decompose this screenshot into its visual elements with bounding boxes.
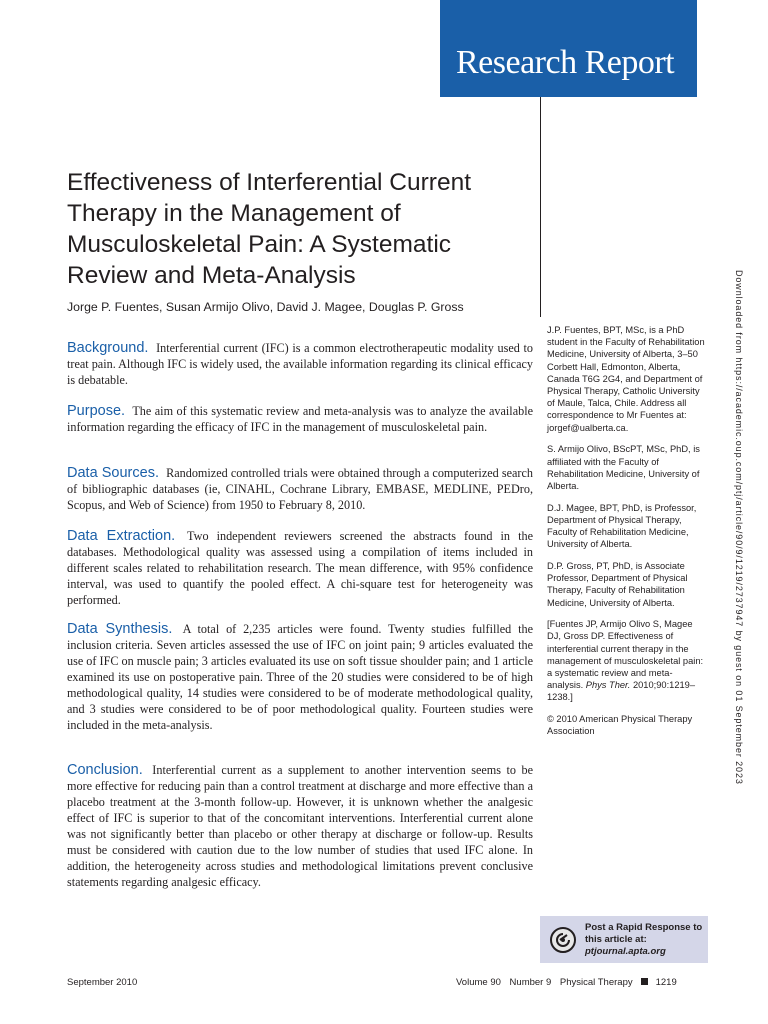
square-separator-icon <box>641 978 648 985</box>
citation <box>547 618 707 703</box>
copyright: © 2010 American Physical Therapy Association <box>547 714 693 737</box>
author-sidebar <box>547 324 707 747</box>
section-heading: Conclusion. <box>67 762 143 778</box>
column-divider <box>540 97 541 317</box>
download-notice: Downloaded from https://academic.oup.com/ptj/article/90/9/1219/2737947 by guest on 01 September 2023 <box>734 270 744 785</box>
footer-date: September 2010 <box>67 977 138 988</box>
report-banner <box>440 0 697 97</box>
section-heading: Background. <box>67 340 149 356</box>
abstract-data-synthesis <box>67 621 533 733</box>
citation-prefix: [Fuentes JP, Armijo Olivo S, Magee DJ, Gross DP. Effectiveness of interferential current therapy in the management of musculoskeletal pain: a systematic review and meta-analysis. <box>547 619 704 691</box>
abstract-data-sources <box>67 465 533 513</box>
rapid-response-text <box>585 922 702 958</box>
section-text: Interferential current as a supplement to another intervention seems to be more effective for reducing pain than a control treatment at discharge and more effective than a placebo treatment at the 3-month follow-up. However, it is unknown whether the analgesic effect of IFC is superior to that of the concomitant interventions. Interferential current alone was not significantly better than placebo or other therapy at discharge or follow-up. Results must be considered with caution due to the low number of studies that used IFC alone. In addition, the heterogeneity across studies and methodological limitations prevent conclusive statements regarding analgesic efficacy. <box>67 763 534 889</box>
footer-info <box>456 977 683 988</box>
section-text: The aim of this systematic review and meta-analysis was to analyze the available information regarding the efficacy of IFC in the management of musculoskeletal pain. <box>67 404 533 434</box>
section-text: A total of 2,235 articles were found. Twenty studies fulfilled the inclusion criteria. Seven articles assessed the use of IFC on joint pain; 9 articles evaluated the use of IFC on muscle pain; 3 articles evaluated its use on soft tissue shoulder pain; and 1 article examined its use on postoperative pain. Three of the 20 studies were considered to be of high methodological quality, 14 studies were considered to be of moderate methodological quality, and 3 studies were considered to be of poor methodological quality. Fourteen studies were included in the meta-analysis. <box>67 622 534 732</box>
section-heading: Data Extraction. <box>67 528 176 544</box>
section-text: Two independent reviewers screened the abstracts found in the databases. Methodological quality was assessed using a compilation of items included in different scales related to rehabilitation research. The mean difference, with 95% confidence interval, was used to quantify the pooled effect. A chi-square test for heterogeneity was performed. <box>67 529 533 607</box>
section-heading: Data Sources. <box>67 465 159 481</box>
citation-suffix: 2010;90:1219–1238.] <box>547 680 696 703</box>
section-heading: Purpose. <box>67 403 126 419</box>
article-title: Effectiveness of Interferential Current Therapy in the Management of Musculoskeletal Pain: A Systematic Review and Meta-Analysis <box>67 169 471 289</box>
banner-title: Research Report <box>456 44 675 81</box>
rapid-line-1: Post a Rapid Response to <box>585 922 703 933</box>
footer-journal: Physical Therapy <box>559 977 633 988</box>
section-text: Randomized controlled trials were obtained through a computerized search of bibliographic databases (ie, CINAHL, Cochrane Library, EMBASE, MEDLINE, PEDro, Scopus, and Web of Science) from 1950 to February 8, 2010. <box>67 466 533 512</box>
rapid-line-2: this article at: <box>585 934 647 945</box>
abstract-conclusion <box>67 762 533 890</box>
section-heading: Data Synthesis. <box>67 621 173 637</box>
abstract-purpose <box>67 403 533 435</box>
abstract-background <box>67 340 533 388</box>
footer-number: Number 9 <box>509 977 552 988</box>
footer-volume: Volume 90 <box>456 977 501 988</box>
footer-page: 1219 <box>655 977 677 988</box>
citation-journal: Phys Ther. <box>585 680 631 691</box>
article-authors: Jorge P. Fuentes, Susan Armijo Olivo, David J. Magee, Douglas P. Gross <box>67 300 464 314</box>
abstract-data-extraction <box>67 528 533 608</box>
rapid-response-link[interactable]: ptjournal.apta.org <box>585 946 666 957</box>
rapid-response-icon <box>550 927 576 953</box>
author-note-magee: D.J. Magee, BPT, PhD, is Professor, Department of Physical Therapy, Faculty of Rehabilitation Medicine, University of Alberta. <box>547 502 697 550</box>
rapid-response-box[interactable] <box>540 916 708 963</box>
section-text: Interferential current (IFC) is a common electrotherapeutic modality used to treat pain. Although IFC is widely used, the available information regarding its clinical efficacy is debatable. <box>67 341 534 387</box>
author-note-armijo: S. Armijo Olivo, BScPT, MSc, PhD, is affiliated with the Faculty of Rehabilitation Medicine, University of Alberta. <box>547 444 700 491</box>
author-note-gross: D.P. Gross, PT, PhD, is Associate Professor, Department of Physical Therapy, Faculty of Rehabilitation Medicine, University of Alberta. <box>547 560 688 608</box>
author-note-fuentes: J.P. Fuentes, BPT, MSc, is a PhD student in the Faculty of Rehabilitation Medicine, University of Alberta, 3–50 Corbett Hall, Edmonton, Alberta, Canada T6G 2G4, and Department of Physical Therapy, Catholic University of Maule, Talca, Chile. Address all correspondence to Mr Fuentes at: jorgef@ualberta.ca. <box>547 325 705 433</box>
